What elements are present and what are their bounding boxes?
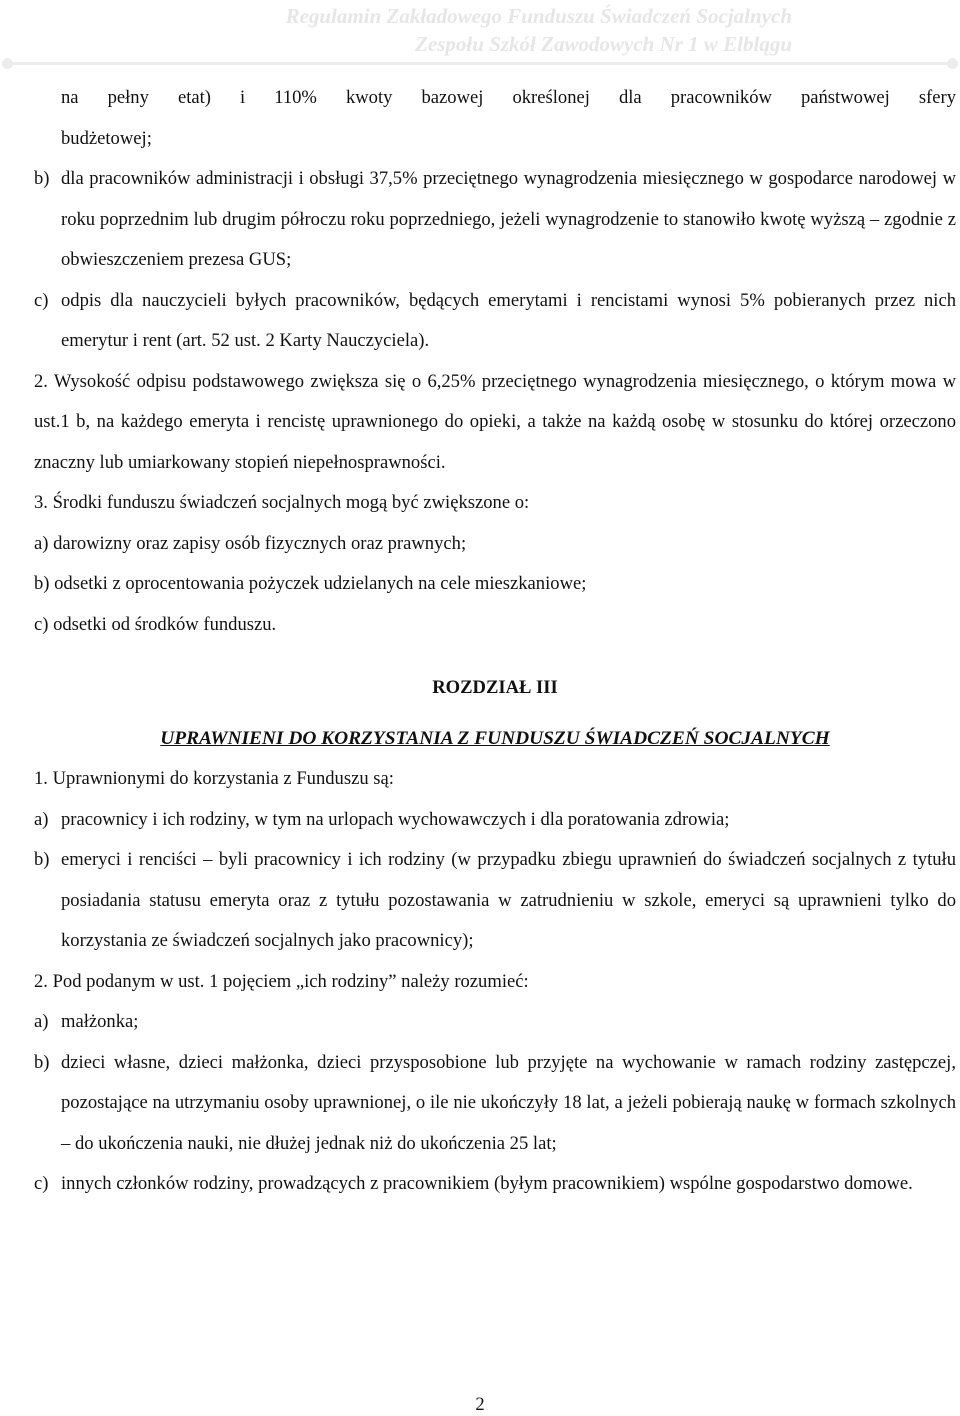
- page-number: 2: [475, 1394, 485, 1415]
- list-text: pracownicy i ich rodziny, w tym na urlopach wychowawczych i dla poratowania zdrowia;: [61, 808, 730, 830]
- list-label: b): [34, 1051, 50, 1073]
- list-text: emeryci i renciści – byli pracownicy i ich rodziny (w przypadku zbiegu uprawnień do świadczeń socjalnych z tytułu posiadania statusu emeryta oraz z tytułu pozostawania w zatrudnieniu w szkole, emeryci są uprawnieni tylko do korzystania ze świadczeń socjalnych jako pracownicy);: [61, 849, 956, 951]
- list-text: małżonka;: [61, 1011, 139, 1032]
- list-text: odpis dla nauczycieli byłych pracowników, będących emerytami i rencistami wynosi 5% pobieranych przez nich emerytur i rent (art. 52 ust. 2 Karty Nauczyciela).: [61, 289, 956, 351]
- paragraph-cont-line1: na pełny etat) i 110% kwoty bazowej określonej dla pracowników państwowej sfery: [61, 87, 956, 108]
- paragraph-3b: b) odsetki z oprocentowania pożyczek udzielanych na cele mieszkaniowe;: [34, 573, 587, 594]
- list-item-c: [34, 281, 956, 362]
- list-item-2c: [34, 1164, 956, 1205]
- list-label: a): [34, 1011, 49, 1032]
- list-item-2a: [34, 1002, 956, 1043]
- list-text: innych członków rodziny, prowadzących z pracownikiem (byłym pracownikiem) wspólne gospodarstwo domowe.: [61, 1173, 913, 1194]
- list-label: b): [34, 849, 50, 870]
- paragraph-3a: a) darowizny oraz zapisy osób fizycznych oraz prawnych;: [34, 532, 467, 554]
- list-label: c): [34, 289, 49, 311]
- chapter-title: UPRAWNIENI DO KORZYSTANIA Z FUNDUSZU ŚWIADCZEŃ SOCJALNYCH: [160, 727, 830, 749]
- list-item-2b: [34, 1043, 956, 1165]
- paragraph-3c: c) odsetki od środków funduszu.: [34, 613, 277, 635]
- list-text: dla pracowników administracji i obsługi 37,5% przeciętnego wynagrodzenia miesięcznego w gospodarce narodowej w roku poprzednim lub drugim półroczu roku poprzedniego, jeżeli wynagrodzenie to stanowiło kwotę wyższą – zgodnie z obwieszczeniem prezesa GUS;: [61, 168, 956, 270]
- paragraph-cont-line2: budżetowej;: [61, 127, 152, 149]
- section-2: 2. Pod podanym w ust. 1 pojęciem „ich rodziny” należy rozumieć:: [34, 970, 529, 992]
- list-item-b: [34, 159, 956, 281]
- page-header: [0, 2, 960, 58]
- list-label: b): [34, 168, 50, 189]
- header-divider: [8, 62, 952, 65]
- header-title: Regulamin Zakładowego Funduszu Świadczeń Socjalnych: [285, 4, 792, 28]
- paragraph-2: 2. Wysokość odpisu podstawowego zwiększa się o 6,25% przeciętnego wynagrodzenia miesięcznego, o którym mowa w ust.1 b, na każdego emeryta i rencistę uprawnionego do opieki, a także na każdą osobę w stosunku do której orzeczono znaczny lub umiarkowany stopień niepełnosprawności.: [34, 370, 956, 473]
- paragraph-3: 3. Środki funduszu świadczeń socjalnych mogą być zwiększone o:: [34, 492, 530, 513]
- header-subtitle: Zespołu Szkół Zawodowych Nr 1 w Elblągu: [415, 32, 792, 56]
- list-item-1b: [34, 840, 956, 962]
- list-label: c): [34, 1173, 49, 1194]
- chapter-number: ROZDZIAŁ III: [432, 677, 558, 698]
- list-item-1a: [34, 800, 956, 841]
- section-1: 1. Uprawnionymi do korzystania z Funduszu są:: [34, 768, 394, 789]
- list-text: dzieci własne, dzieci małżonka, dzieci przysposobione lub przyjęte na wychowanie w ramach rodziny zastępczej, pozostające na utrzymaniu osoby uprawnionej, o ile nie ukończyły 18 lat, a jeżeli pobierają naukę w formach szkolnych – do ukończenia nauki, nie dłużej jednak niż do ukończenia 25 lat;: [61, 1051, 956, 1154]
- document-body: [34, 78, 956, 1205]
- list-label: a): [34, 808, 49, 830]
